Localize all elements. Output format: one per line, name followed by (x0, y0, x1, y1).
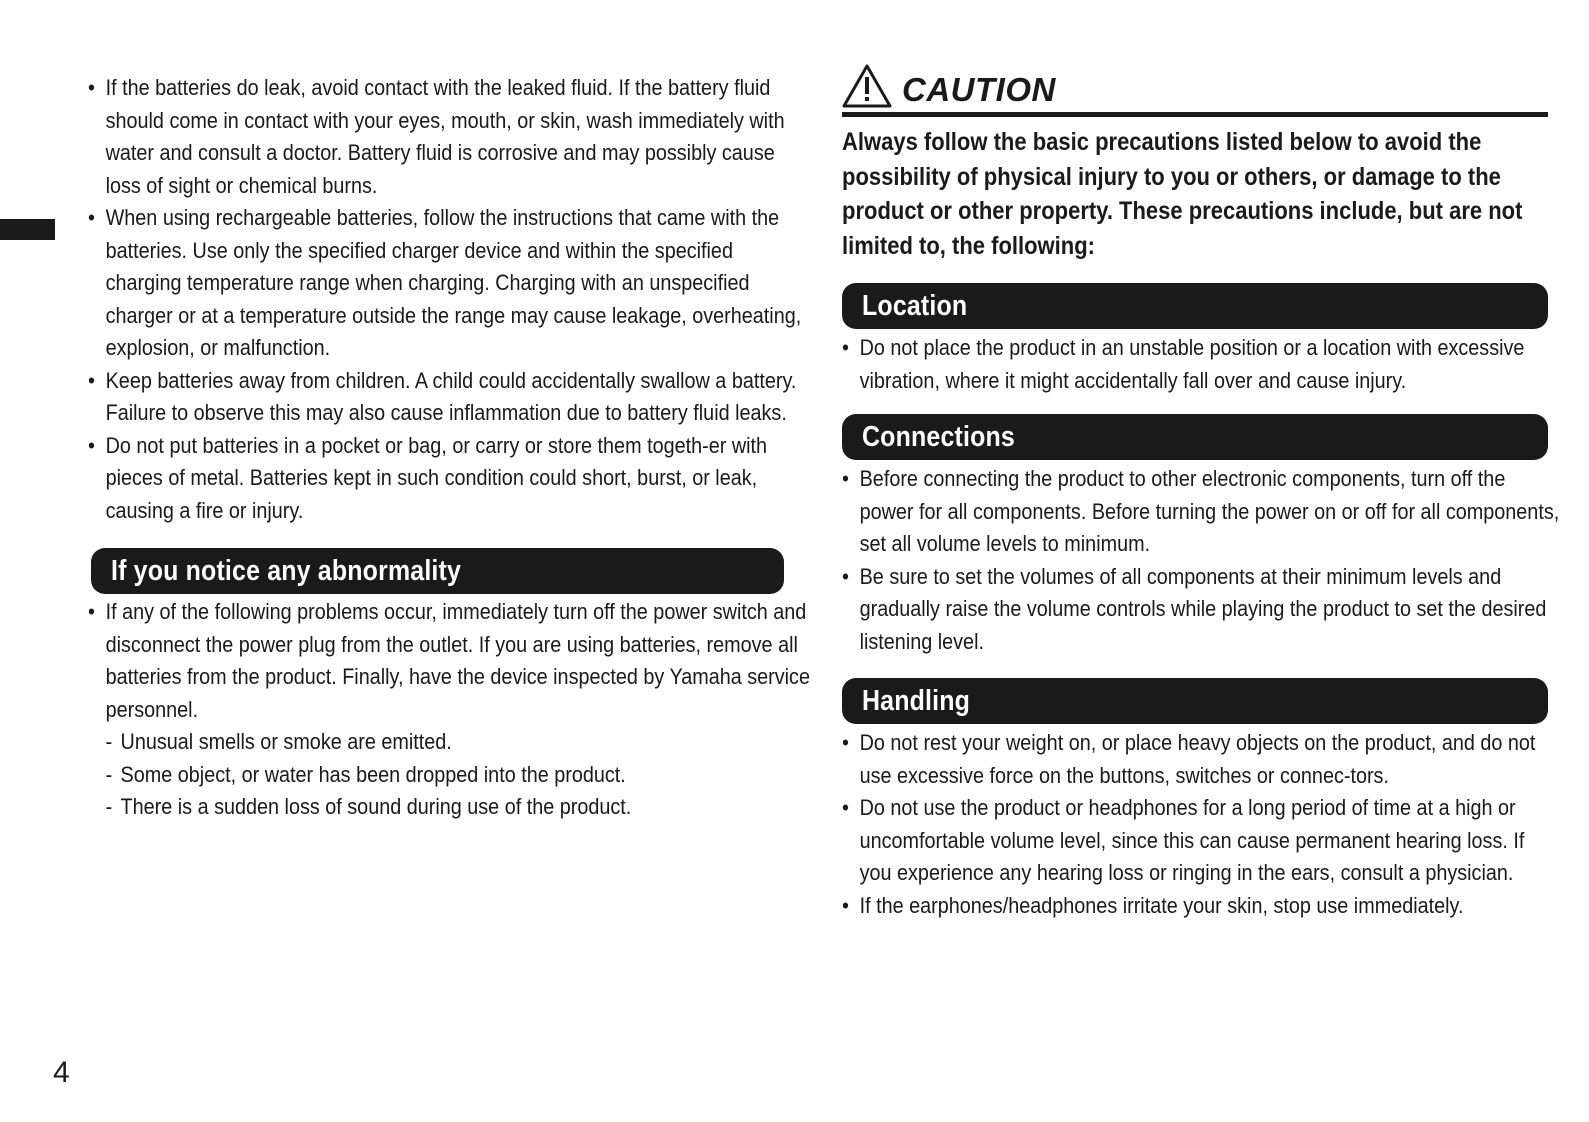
list-item: • Do not place the product in an unstable position or a location with excessive vibration, where it might accidentally fall over and cause injury. (842, 332, 1562, 397)
list-item: • If the earphones/headphones irritate your skin, stop use immediately. (842, 890, 1562, 923)
page-number: 4 (53, 1056, 70, 1089)
right-column (842, 52, 1560, 922)
sub-list-item: - There is a sudden loss of sound during use of the product. (106, 791, 814, 824)
section-heading-handling (842, 678, 1548, 724)
list-item: • Be sure to set the volumes of all components at their minimum levels and gradually raise the volume controls while playing the product to set the desired listening level. (842, 561, 1562, 659)
list-item (88, 596, 814, 824)
abnormality-list (88, 596, 810, 824)
edge-tab-marker (0, 219, 55, 240)
list-item: • When using rechargeable batteries, follow the instructions that came with the batteries. Use only the specified charger device and within the specified charging temperature range when charging. Charging with an unspecified charger or at a temperature outside the range may cause leakage, overheating, explosion, or malfunction. (88, 202, 814, 365)
caution-header (842, 52, 1548, 117)
list-item: • Do not put batteries in a pocket or bag, or carry or store them togeth-er with pieces of metal. Batteries kept in such condition could short, burst, or leak, causing a fire or injury. (88, 430, 814, 528)
location-list (842, 332, 1548, 397)
list-item-text: If any of the following problems occur, immediately turn off the power switch and disconnect the power plug from the outlet. If you are using batteries, remove all batteries from the product. Finally, have the device inspected by Yamaha service personnel. (105, 599, 810, 722)
list-item: • Do not rest your weight on, or place heavy objects on the product, and do not use excessive force on the buttons, switches or connec-tors. (842, 727, 1562, 792)
left-column (88, 72, 810, 824)
handling-list (842, 727, 1548, 922)
section-heading-label: Location (862, 290, 968, 322)
section-heading-label: Handling (862, 685, 971, 717)
section-heading-abnormality (91, 548, 784, 594)
section-heading-label: Connections (862, 421, 1015, 453)
caution-title: CAUTION (902, 71, 1056, 108)
list-item: • Do not use the product or headphones for a long period of time at a high or uncomfortable volume level, since this can cause permanent hearing loss. If you experience any hearing loss or ringing in the ears, consult a physician. (842, 792, 1562, 890)
section-heading-location (842, 283, 1548, 329)
abnormality-sub-list (106, 726, 814, 824)
connections-list (842, 463, 1560, 658)
list-item: • Keep batteries away from children. A child could accidentally swallow a battery. Failure to observe this may also cause inflammation due to battery fluid leaks. (88, 365, 814, 430)
list-item: • If the batteries do leak, avoid contact with the leaked fluid. If the battery fluid should come in contact with your eyes, mouth, or skin, wash immediately with water and consult a doctor. Battery fluid is corrosive and may possibly cause loss of sight or chemical burns. (88, 72, 814, 202)
battery-precautions-list (88, 72, 800, 527)
section-heading-connections (842, 414, 1548, 460)
sub-list-item: - Some object, or water has been dropped into the product. (106, 759, 814, 792)
warning-triangle-icon (842, 64, 892, 108)
sub-list-item: - Unusual smells or smoke are emitted. (106, 726, 814, 759)
section-heading-label: If you notice any abnormality (111, 555, 462, 587)
list-item: • Before connecting the product to other electronic components, turn off the power for all components. Before turning the power on or off for all components, set all volume levels to minimum. (842, 463, 1562, 561)
caution-intro: Always follow the basic precautions listed below to avoid the possibility of physical injury to you or others, or damage to the product or other property. These precautions include, but are not limited to, the following: (842, 128, 1523, 260)
